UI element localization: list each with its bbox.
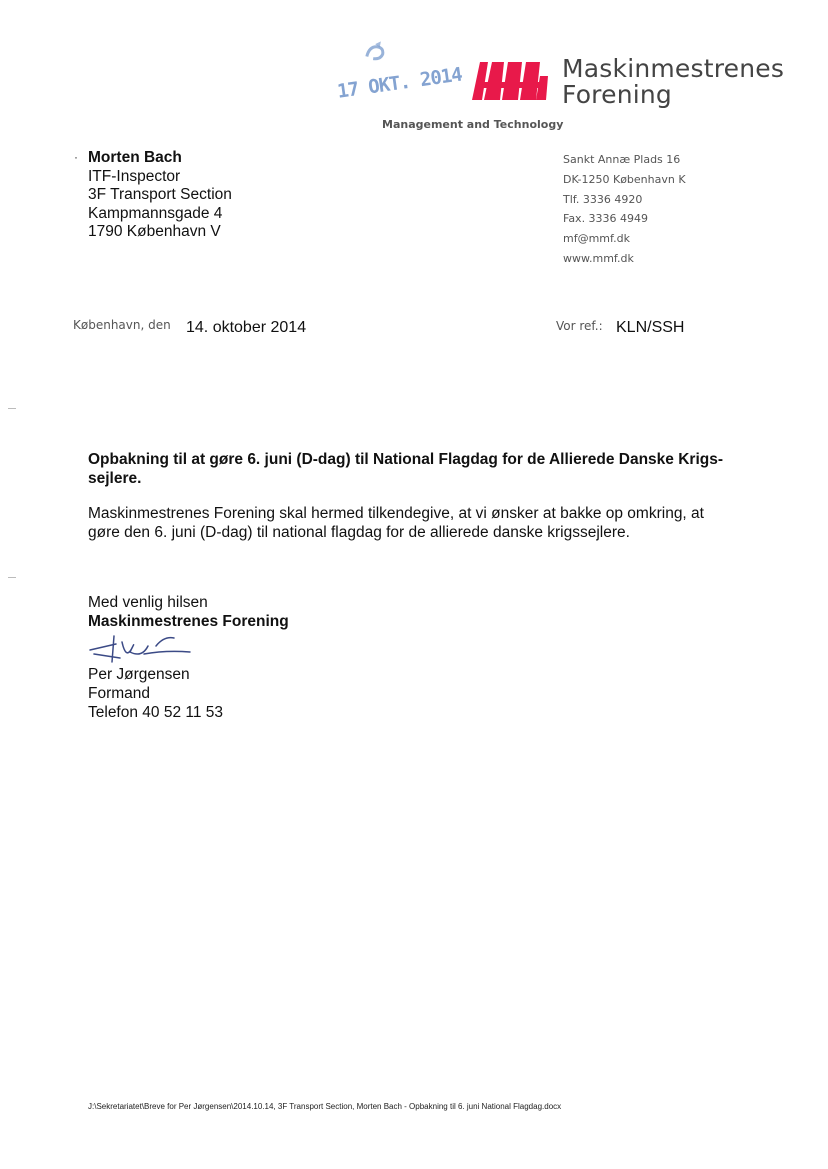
signer-role: Formand [88, 685, 151, 702]
recipient-name: Morten Bach [88, 149, 182, 166]
recipient-title: ITF-Inspector [88, 167, 181, 185]
contact-fax: Fax. 3336 4949 [563, 212, 649, 226]
handwritten-signature [86, 632, 196, 668]
sender-contact [563, 150, 686, 269]
letter-body: Maskinmestrenes Forening skal hermed tilkendegive, at vi ønsker at bakke op omkring, at gøre den 6. juni (D-dag) til national flagdag for de allierede danske krigssejlere. [88, 505, 704, 541]
recipient-bullet: · [74, 150, 78, 164]
recipient-address [88, 149, 232, 242]
contact-email: mf@mmf.dk [563, 232, 630, 246]
contact-address: Sankt Annæ Plads 16 [563, 153, 681, 166]
logo-name-line2: Forening [562, 80, 672, 109]
recipient-section: 3F Transport Section [88, 186, 232, 203]
signer-name: Per Jørgensen [88, 666, 190, 683]
contact-website: www.mmf.dk [563, 251, 634, 265]
stamp-emblem-icon [361, 39, 392, 65]
fold-mark [8, 577, 16, 578]
reference-value: KLN/SSH [616, 319, 685, 336]
logo-name-line1: Maskinmestrenes [562, 54, 785, 83]
mmf-logo-icon [470, 58, 550, 102]
recipient-street: Kampmannsgade 4 [88, 204, 223, 222]
signer-phone: Telefon 40 52 11 53 [88, 704, 224, 721]
reference-label: Vor ref.: [556, 319, 603, 333]
contact-phone: Tlf. 3336 4920 [563, 192, 643, 206]
contact-city: DK-1250 København K [563, 172, 686, 186]
closing-greeting: Med venlig hilsen [88, 594, 208, 611]
place-label: København, den [73, 318, 171, 332]
closing [88, 593, 289, 631]
letter-subject: Opbakning til at gøre 6. juni (D-dag) til National Flagdag for de Allierede Danske Krigs-sejlere. [88, 451, 724, 487]
file-path-footer: J:\Sekretariatet\Breve for Per Jørgensen\2014.10.14, 3F Transport Section, Morten Bach - Opbakning til 6. juni National Flagdag.docx [88, 1102, 562, 1111]
stamp-date: 17 OKT. 2014 [335, 63, 464, 103]
fold-mark [8, 408, 16, 409]
letter-date: 14. oktober 2014 [186, 319, 307, 336]
signer-block [88, 665, 223, 722]
logo-tagline: Management and Technology [382, 118, 564, 131]
closing-organisation: Maskinmestrenes Forening [88, 613, 289, 630]
received-stamp [331, 31, 464, 124]
logo-wordmark [562, 56, 784, 108]
recipient-city: 1790 København V [88, 223, 221, 240]
